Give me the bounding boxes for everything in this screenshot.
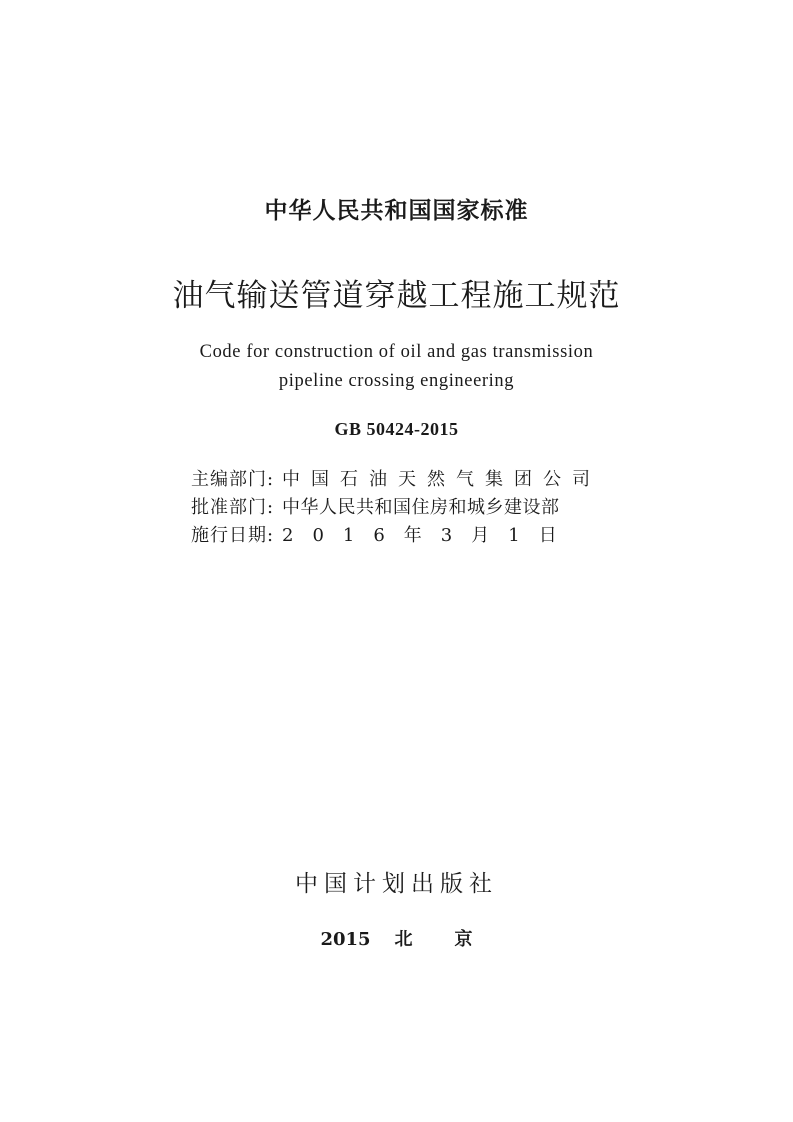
info-block (191, 466, 601, 550)
chief-editor-row (191, 466, 601, 494)
publication-year: 2015 (320, 929, 371, 950)
approver-row (191, 494, 601, 522)
effective-date-value: 2016年3月1日 (282, 525, 576, 546)
title-chinese: 油气输送管道穿越工程施工规范 (172, 278, 621, 314)
title-english-line-1: Code for construction of oil and gas transmission (199, 342, 594, 362)
title-english-line-2: pipeline crossing engineering (278, 371, 515, 391)
approver-value: 中华人民共和国住房和城乡建设部 (282, 497, 560, 518)
approver-label: 批准部门: (191, 497, 275, 518)
standard-code: GB 50424-2015 (334, 419, 459, 439)
chief-editor-value: 中国石油天然气集团公司 (282, 469, 601, 490)
publication-line (0, 925, 793, 951)
effective-date-label: 施行日期: (191, 525, 275, 546)
effective-date-row (191, 522, 601, 550)
publisher-name: 中国计划出版社 (295, 871, 498, 897)
standard-type: 中华人民共和国国家标准 (264, 198, 529, 224)
title-english (0, 338, 793, 396)
chief-editor-label: 主编部门: (191, 469, 275, 490)
publication-city: 北京 (394, 929, 515, 950)
